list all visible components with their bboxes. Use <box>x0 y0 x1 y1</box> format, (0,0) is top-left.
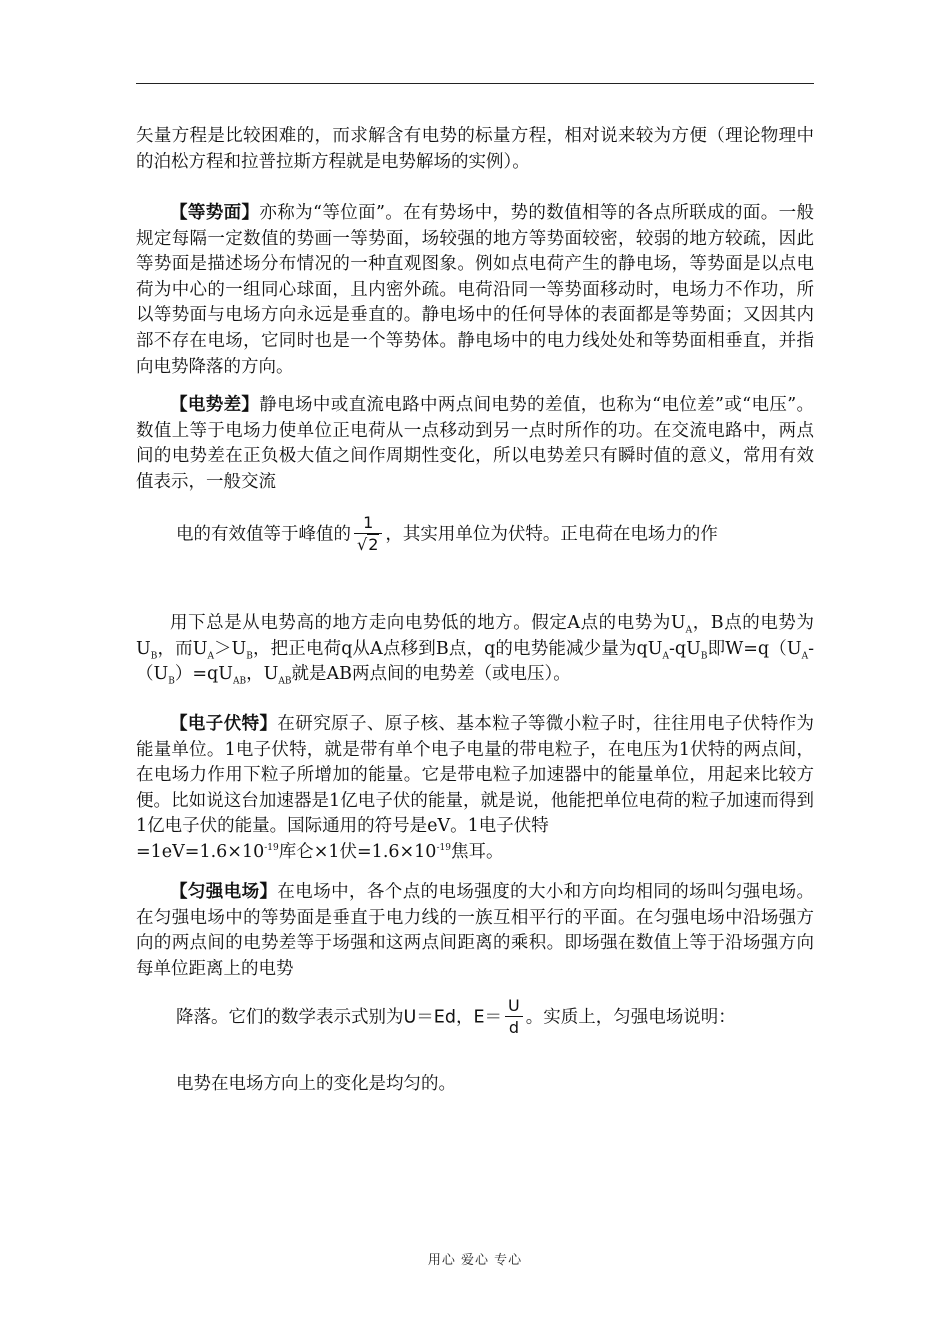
term-potential-difference: 【电势差】 <box>170 395 260 415</box>
fraction-one-over-root-two: $\frac{1}{√2}$ <box>354 513 382 556</box>
fraction-u-over-d: $\frac{U}{d}$ <box>505 996 523 1039</box>
page-footer: 用心 爱心 专心 <box>427 1253 523 1268</box>
paragraph-equipotential-surface: 【等势面】亦称为“等位面”。在有势场中，势的数值相等的各点所联成的面。一般规定每隔一定数值的势画一等势面，场较强的地方等势面较密，较弱的地方较疏，因此等势面是描述场分布情况的一种直观图象。例如点电荷产生的静电场，等势面是以点电荷为中心的一组同心球面，且内密外疏。电荷沿同一等势面移动时，电场力不作功，所以等势面与电场方向永远是垂直的。静电场中的任何导体的表面都是等势面；又因其内部不存在电场，它同时也是一个等势体。静电场中的电力线处处和等势面相垂直，并指向电势降落的方向。 <box>136 203 814 377</box>
term-uniform-field: 【匀强电场】 <box>170 882 278 902</box>
formula-uniform-field: 降落。它们的数学表示式别为U＝Ed，E＝ $\frac{U}{d}$ 。实质上，匀强电场说明： <box>176 996 736 1037</box>
paragraph-uniform-field: 【匀强电场】在电场中，各个点的电场强度的大小和方向均相同的场叫匀强电场。在匀强电场中的等势面是垂直于电力线的一族互相平行的平面。在匀强电场中沿场强方向的两点间的电势差等于场强和这两点间距离的乘积。即场强在数值上等于沿场强方向每单位距离上的电势 <box>136 882 815 979</box>
paragraph-conclusion: 电势在电场方向上的变化是均匀的。 <box>176 1074 456 1094</box>
paragraph-potential-example: 用下总是从电势高的地方走向电势低的地方。假定A点的电势为$U_A$，B点的电势为$U_B$，而$U_A>U_B$，把正电荷q从A点移到B点，q的电势能减少量为$qU_A-qU_B$即$W=q(U_A-(U_B)=qU_{AB}$，$U_{AB}$就是AB两点间的电势差（或电压）。 <box>136 613 815 687</box>
paragraph-intro: 矢量方程是比较困难的，而求解含有电势的标量方程，相对说来较为方便（理论物理中的泊松方程和拉普拉斯方程就是电势解场的实例）。 <box>136 126 814 172</box>
term-equipotential-surface: 【等势面】 <box>170 203 260 223</box>
header-rule <box>136 83 814 84</box>
paragraph-electron-volt: 【电子伏特】在研究原子、原子核、基本粒子等微小粒子时，往往用电子伏特作为能量单位。1电子伏特，就是带有单个电子电量的带电粒子，在电压为1伏特的两点间，在电场力作用下粒子所增加的能量。它是带电粒子加速器中的能量单位，用起来比较方便。比如说这台加速器是1亿电子伏的能量，就是说，他能把单位电荷的粒子加速而得到1亿电子伏的能量。国际通用的符号是eV。1电子伏特 $=1eV=1.6\times 10^{-19}$库仑×1伏$=1.6\times 10^{-19}$焦耳。 <box>136 714 815 862</box>
paragraph-potential-difference: 【电势差】静电场中或直流电路中两点间电势的差值，也称为“电位差”或“电压”。数值上等于电场力使单位正电荷从一点移动到另一点时所作的功。在交流电路中，两点间的电势差在正负极大值之间作周期性变化，所以电势差只有瞬时值的意义，常用有效值表示，一般交流 <box>136 395 814 492</box>
term-electron-volt: 【电子伏特】 <box>170 714 278 734</box>
formula-effective-value: 电的有效值等于峰值的 $\frac{1}{√2}$ ，其实用单位为伏特。正电荷在电场力的作 <box>176 513 718 554</box>
